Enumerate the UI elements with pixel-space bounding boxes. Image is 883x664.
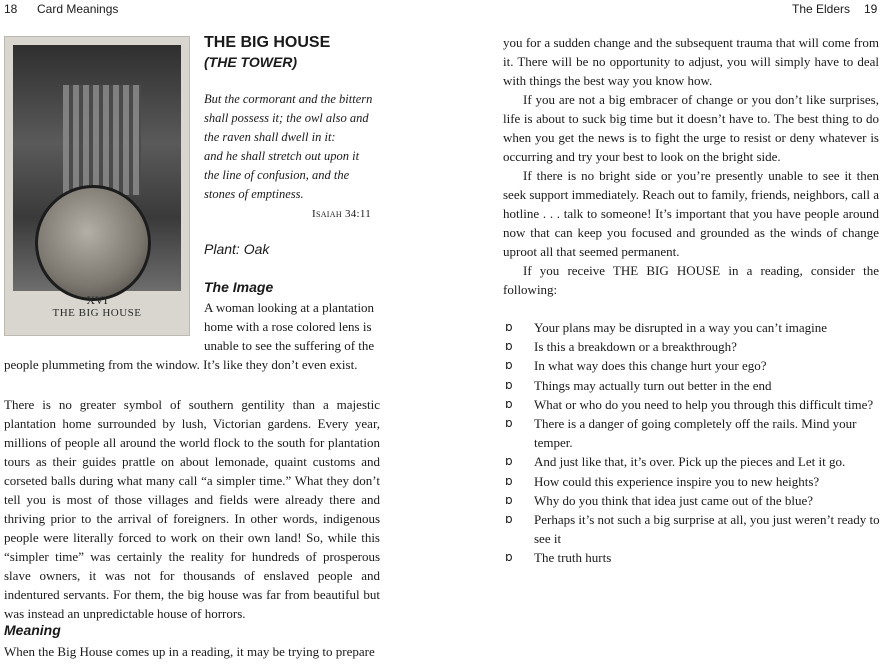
- left-page-number: 18: [4, 2, 18, 16]
- bullet-text: Your plans may be disrupted in a way you can’t imagine: [534, 320, 828, 335]
- bullet-text: Things may actually turn out better in the end: [534, 377, 772, 393]
- plant-heading: Plant: Oak: [204, 241, 270, 257]
- epigraph: [204, 90, 384, 204]
- spiral-bullet-icon: ɒ: [505, 320, 513, 334]
- bullet-text: The truth hurts: [534, 550, 612, 566]
- card-artwork: [13, 45, 181, 291]
- paragraph: If there is no bright side or you’re presently unable to see it then seek support immediately. Reach out to family, friends, neighbors, call a hotline . . . talk to someone! It’s important that you have people around now that can keep you focused and grounded as the winds of change uproot all that seemed permanent.: [503, 168, 879, 259]
- spiral-bullet-icon: ɒ: [505, 492, 513, 507]
- bullet-text: Is this a breakdown or a breakthrough?: [534, 339, 737, 355]
- bullet-item: [503, 452, 881, 471]
- card-title: THE BIG HOUSE: [52, 307, 142, 319]
- paragraph: If you are not a big embracer of change or you don’t like surprises, life is about to suck big time but it doesn’t have to. The best thing to do when you get the news is to fight the urge to resist or deny whatever is occurring and try your best to look on the bright side.: [503, 92, 879, 164]
- image-description: [204, 298, 380, 355]
- epigraph-line: shall possess it; the owl also and: [204, 111, 369, 125]
- epigraph-citation: Isaiah 34:11: [312, 208, 372, 220]
- epigraph-line: and he shall stretch out upon it: [204, 149, 360, 163]
- spiral-bullet-icon: ɒ: [505, 377, 513, 392]
- rose-lens-illustration: [35, 185, 151, 301]
- paragraph: you for a sudden change and the subsequent trauma that will come from it. There will be no opportunity to adjust, you will simply have to deal with things the best way you know how.: [503, 35, 879, 88]
- right-running-head: The Elders: [792, 2, 851, 16]
- card-number: XVI: [86, 293, 108, 307]
- meaning-heading: Meaning: [4, 622, 61, 638]
- body-paragraph: There is no greater symbol of southern gentility than a majestic plantation home surrounded by lush, Victorian gardens. Every year, millions of people all around the world flock to the south for plantation tours as their guides prattle on about lemonade, quaint customs and corseted balls during what many call “a simpler time.” What they don’t tell you is most of those villages and fields were already there and thriving prior to the arrival of foreigners. In other words, indigenous people were literally forced to work on their own land! So, while this “simpler time” was certainly the reality for hundreds of prosperous slave owners, it was not for thousands of enslaved people and indentured servants. For them, the big house was far from beautiful but was instead an unpredictable house of horrors.: [4, 397, 380, 621]
- spiral-bullet-icon: ɒ: [505, 550, 513, 565]
- bullet-item: [503, 548, 881, 567]
- bullet-item: [503, 491, 881, 510]
- image-line: home with a rose colored lens is: [204, 319, 372, 334]
- epigraph-line: stones of emptiness.: [204, 187, 304, 201]
- spiral-bullet-icon: ɒ: [505, 416, 513, 431]
- bullet-text: And just like that, it’s over. Pick up the pieces and Let it go.: [534, 454, 846, 470]
- bullet-item: [503, 318, 881, 337]
- bullet-item: [503, 472, 881, 491]
- bullet-text: Why do you think that idea just came out of the blue?: [534, 492, 814, 508]
- spiral-bullet-icon: ɒ: [505, 454, 513, 469]
- image-heading: The Image: [204, 279, 274, 295]
- bullet-item: [503, 414, 881, 452]
- plantation-house-illustration: [63, 85, 141, 195]
- bullet-text: How could this experience inspire you to new heights?: [534, 473, 820, 489]
- paragraph: If you receive THE BIG HOUSE in a reading, consider the following:: [503, 263, 879, 297]
- spiral-bullet-icon: ɒ: [505, 473, 513, 488]
- bullet-item: [503, 395, 881, 414]
- spiral-bullet-icon: ɒ: [505, 396, 513, 411]
- bullet-text: In what way does this change hurt your ego?: [534, 358, 767, 374]
- image-line-full: people plummeting from the window. It’s like they don’t even exist.: [4, 357, 358, 372]
- spiral-bullet-icon: ɒ: [505, 358, 513, 373]
- spiral-bullet-icon: ɒ: [505, 339, 513, 354]
- bullet-list: [503, 318, 881, 568]
- epigraph-line: But the cormorant and the bittern: [204, 92, 373, 106]
- spiral-bullet-icon: ɒ: [505, 512, 513, 527]
- right-page-text: [503, 33, 879, 299]
- left-running-head: Card Meanings: [37, 2, 119, 16]
- bullet-item: [503, 376, 881, 395]
- right-page-number: 19: [864, 2, 878, 16]
- card-subtitle: (THE TOWER): [204, 54, 298, 70]
- epigraph-line: the raven shall dwell in it:: [204, 130, 336, 144]
- card-title-heading: THE BIG HOUSE: [204, 34, 331, 51]
- image-line: unable to see the suffering of the: [204, 338, 375, 353]
- bullet-text: Perhaps it’s not such a big surprise at all, you just weren’t ready to see it: [534, 512, 880, 547]
- epigraph-line: the line of confusion, and the: [204, 168, 350, 182]
- meaning-first-line: When the Big House comes up in a reading, it may be trying to prepare: [4, 644, 375, 659]
- bullet-text: What or who do you need to help you through this difficult time?: [534, 396, 874, 412]
- bullet-item: [503, 510, 881, 548]
- tarot-card-image: [4, 36, 190, 336]
- image-line: A woman looking at a plantation: [204, 300, 375, 315]
- bullet-item: [503, 356, 881, 375]
- bullet-item: [503, 337, 881, 356]
- bullet-text: There is a danger of going completely off the rails. Mind your temper.: [534, 416, 857, 451]
